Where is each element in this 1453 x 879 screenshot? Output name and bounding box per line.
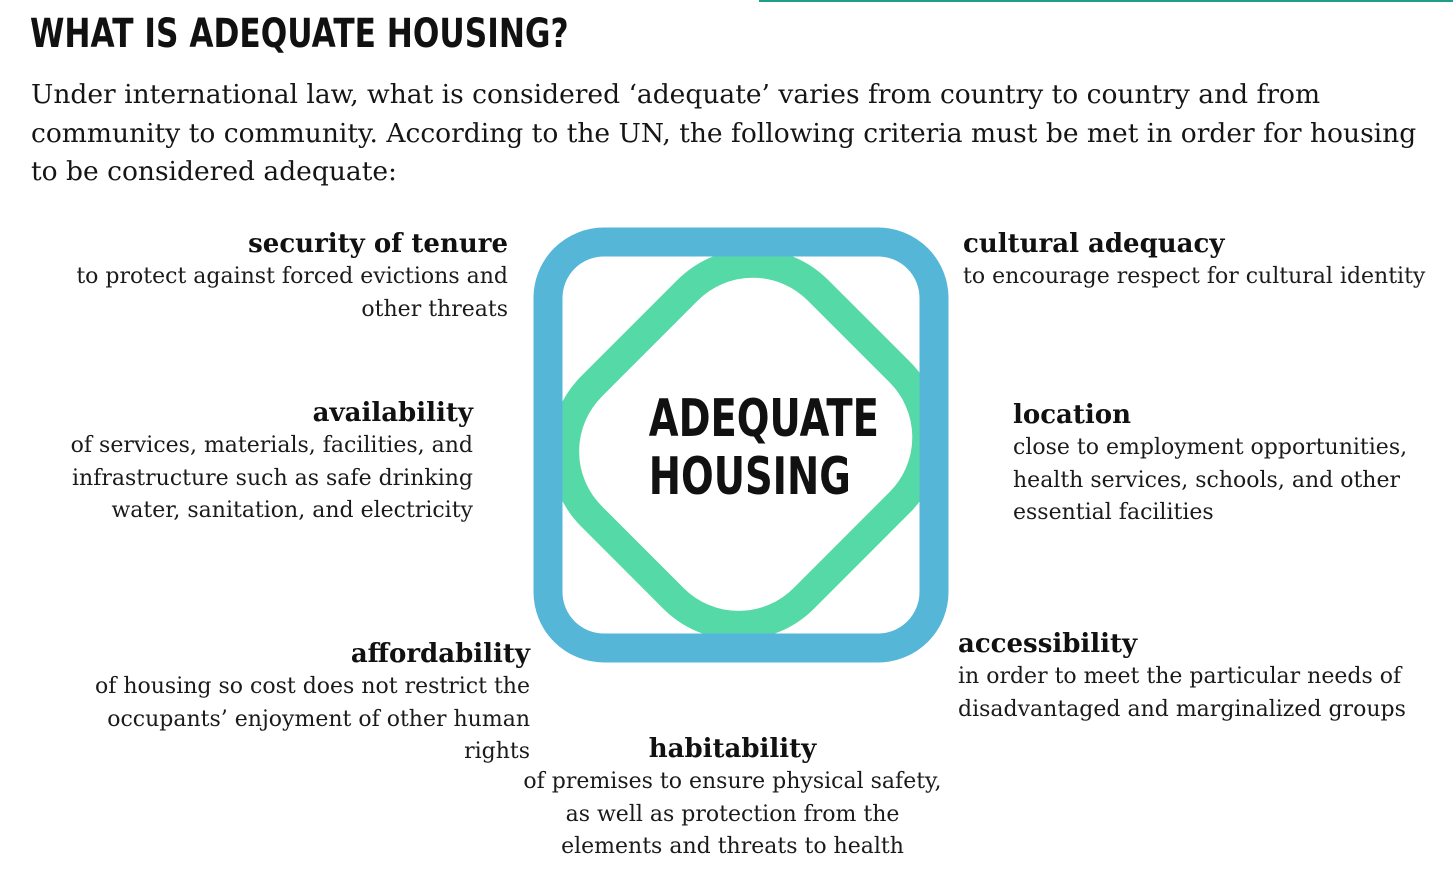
center-label-line2: HOUSING: [648, 447, 851, 507]
criterion-description: of services, materials, facilities, and infrastructure such as safe drinking water, sanitation, and electricity: [70, 433, 473, 523]
criterion-title: security of tenure: [248, 229, 508, 259]
criterion-title: location: [1013, 400, 1132, 430]
criterion-accessibility: [958, 627, 1418, 726]
criterion-title: accessibility: [958, 629, 1138, 659]
criterion-security-of-tenure: [60, 227, 508, 326]
page-title: WHAT IS ADEQUATE HOUSING?: [30, 11, 569, 57]
criterion-description: of premises to ensure physical safety, as well as protection from the elements and threats to health: [523, 769, 942, 859]
criterion-availability: [40, 396, 473, 528]
criterion-description: of housing so cost does not restrict the occupants’ enjoyment of other human rights: [94, 674, 530, 764]
criterion-affordability: [40, 637, 530, 769]
intro-paragraph: Under international law, what is considered ‘adequate’ varies from country to country and from community to community. According to the UN, the following criteria must be met in order for housing to be considered adequate:: [31, 79, 1417, 187]
criterion-title: availability: [312, 398, 473, 428]
criterion-title: habitability: [648, 734, 817, 764]
criterion-description: close to employment opportunities, health services, schools, and other essential facilities: [1013, 435, 1408, 525]
criterion-description: in order to meet the particular needs of disadvantaged and marginalized groups: [958, 664, 1406, 722]
center-label: [648, 389, 879, 507]
center-label-line1: ADEQUATE: [648, 389, 879, 449]
criterion-title: cultural adequacy: [963, 229, 1225, 259]
criterion-title: affordability: [350, 639, 530, 669]
criterion-cultural-adequacy: [963, 227, 1433, 294]
criterion-description: to protect against forced evictions and other threats: [76, 264, 508, 322]
criterion-location: [1013, 398, 1443, 530]
criterion-habitability: [520, 732, 945, 864]
criterion-description: to encourage respect for cultural identity: [963, 264, 1426, 289]
